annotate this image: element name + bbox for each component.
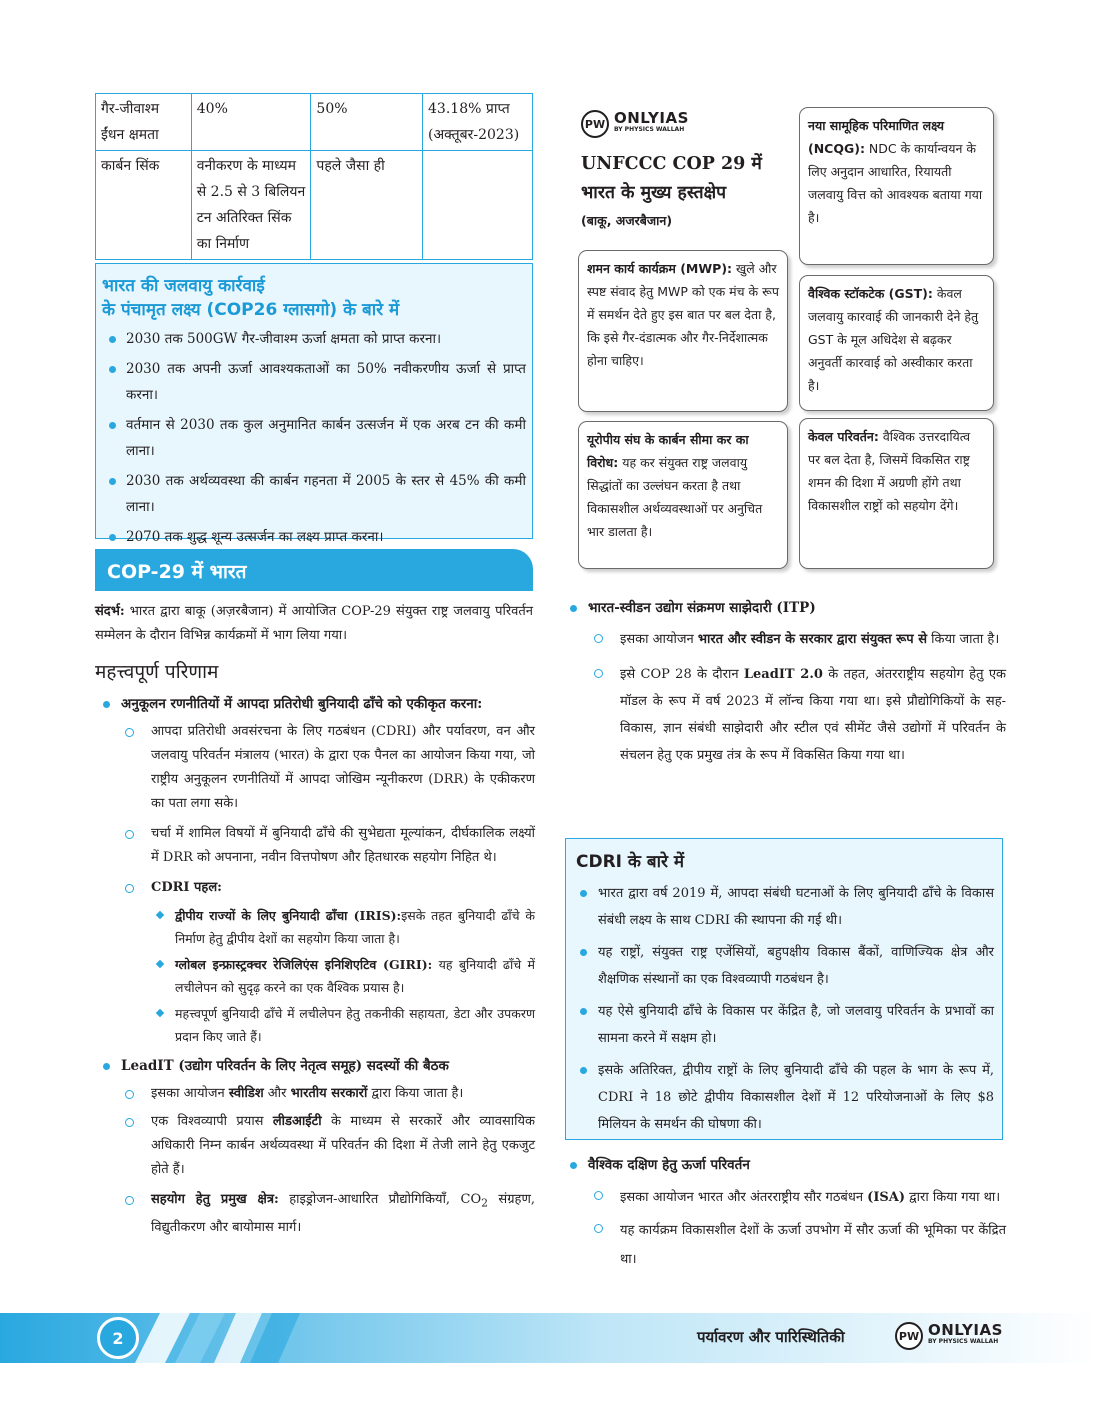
list-item-text: वर्तमान से 2030 तक कुल अनुमानित कार्बन उत्सर्जन में एक अरब टन की कमी लाना। xyxy=(126,417,526,459)
footer xyxy=(0,1313,1099,1363)
table-row xyxy=(96,151,533,260)
text-part: के माध्यम से सरकारें और व्यावसायिक अधिकारी निम्न कार्बन अर्थव्यवस्था में परिवर्तन की दिशा में तेजी लाने हेतु एकजुट होते हैं। xyxy=(151,1114,535,1177)
text-part: एक विश्वव्यापी प्रयास xyxy=(151,1114,273,1129)
infographic-title-line1: UNFCCC COP 29 में xyxy=(581,154,762,174)
list-item-text: इसके अतिरिक्त, द्वीपीय राष्ट्रों के लिए बुनियादी ढाँचे की पहल के भाग के रूप में, CDRI ने 18 छोटे द्वीपीय विकासशील देशों में 12 परियोजनाओं के लिए $8 मिलियन के समर्थन की घोषणा की। xyxy=(598,1063,994,1132)
mwp-label: शमन कार्य कार्यक्रम (MWP): xyxy=(587,261,733,276)
gst-text: केवल जलवायु कारवाई की जानकारी देने हेतु GST के मूल अधिदेश से बढ़कर अनुवर्ती कारवाई को अस्वीकार करता है। xyxy=(808,286,979,393)
text-part: लीडआईटी xyxy=(272,1114,322,1129)
text-part: और xyxy=(263,1086,291,1101)
list-item xyxy=(151,904,535,950)
text-part: इसका आयोजन xyxy=(620,632,698,647)
pw-logo-icon: PW xyxy=(895,1322,923,1350)
list-item xyxy=(151,953,535,999)
table-row xyxy=(96,94,533,151)
goals-title-line1: भारत की जलवायु कार्रवाई xyxy=(102,276,265,296)
table-cell: गैर-जीवाश्म ईंधन क्षमता xyxy=(96,94,192,151)
list-item xyxy=(117,1188,535,1240)
goals-title xyxy=(102,274,526,322)
list-item xyxy=(102,326,526,352)
logo-subtext: BY PHYSICS WALLAH xyxy=(928,1338,999,1345)
section-banner: COP-29 में भारत xyxy=(95,549,533,591)
panchamrit-goals-box xyxy=(95,263,533,545)
list-item xyxy=(586,661,1006,769)
eu-cbam-card xyxy=(578,421,788,569)
outcomes-heading: महत्त्वपूर्ण परिणाम xyxy=(95,661,219,683)
list-item-text: LeadIT (उद्योग परिवर्तन के लिए नेतृत्व समूह) सदस्यों की बैठक xyxy=(121,1058,449,1074)
global-south-section xyxy=(562,1153,1006,1274)
infographic-header xyxy=(581,110,791,250)
text-part: हाइड्रोजन-आधारित प्रौद्योगिकियाँ, CO xyxy=(278,1192,482,1207)
list-item-text: महत्त्वपूर्ण बुनियादी ढाँचे में लचीलेपन हेतु तकनीकी सहायता, डेटा और उपकरण प्रदान किए जाते हैं। xyxy=(175,1006,535,1044)
goals-list xyxy=(102,326,526,550)
just-transition-card xyxy=(799,418,994,569)
text-part: द्वारा किया जाता है। xyxy=(367,1086,464,1101)
iris-text: इसके तहत बुनियादी ढाँचे के निर्माण हेतु द्वीपीय देशों का सहयोग किया जाता है। xyxy=(175,908,535,946)
list-item xyxy=(102,412,526,464)
gst-card xyxy=(799,275,994,411)
list-item-text: यह राष्ट्रों, संयुक्त राष्ट्र एजेंसियों, बहुपक्षीय विकास बैंकों, वाणिज्यिक क्षेत्र और शैक्षणिक संस्थानों का एक विश्वव्यापी गठबंधन है। xyxy=(598,945,994,987)
list-item xyxy=(570,998,994,1052)
giri-label: ग्लोबल इन्फ्रास्ट्रक्चर रेजिलिएंस इनिशिएटिव (GIRI): xyxy=(175,957,433,972)
targets-table xyxy=(95,93,533,260)
list-item-text: अनुकूलन रणनीतियों में आपदा प्रतिरोधी बुनियादी ढाँचे को एकीकृत करना: xyxy=(121,696,483,712)
list-item xyxy=(570,1057,994,1138)
infographic-title xyxy=(581,150,791,208)
pw-logo-icon: PW xyxy=(581,110,609,138)
list-item-text: चर्चा में शामिल विषयों में बुनियादी ढाँचे की सुभेद्यता मूल्यांकन, दीर्घकालिक लक्ष्यों में DRR को अपनाना, नवीन वित्तपोषण और हितधारक सहयोग निहित थे। xyxy=(151,826,535,865)
eu-label: यूरोपीय संघ के कार्बन सीमा कर का विरोध: xyxy=(587,432,749,470)
text-part: (ISA) xyxy=(867,1190,906,1205)
gst-label: वैश्विक स्टॉकटेक (GST): xyxy=(808,286,933,301)
list-item xyxy=(102,468,526,520)
itp-section xyxy=(562,596,1006,769)
list-item xyxy=(117,876,535,900)
table-cell xyxy=(423,151,533,260)
list-item-text: भारत-स्वीडन उद्योग संक्रमण साझेदारी (ITP) xyxy=(588,600,816,616)
logo-subtext: BY PHYSICS WALLAH xyxy=(614,126,685,133)
table-cell: पहले जैसा ही xyxy=(311,151,423,260)
text-part: सहयोग हेतु प्रमुख क्षेत्र: xyxy=(151,1192,279,1207)
text-part: भारत और स्वीडन के सरकार द्वारा संयुक्त रूप से xyxy=(697,632,927,647)
list-item-text: 2030 तक अपनी ऊर्जा आवश्यकताओं का 50% नवीकरणीय ऊर्जा से प्राप्त करना। xyxy=(126,361,526,403)
text-part: भारतीय सरकारों xyxy=(290,1086,368,1101)
cdri-title: CDRI के बारे में xyxy=(576,852,685,872)
footer-subject: पर्यावरण और पारिस्थितिकी xyxy=(697,1328,845,1346)
text-part: LeadIT 2.0 xyxy=(743,667,823,682)
mwp-text: खुले और स्पष्ट संवाद हेतु MWP को एक मंच के रूप में समर्थन देते हुए इस बात पर बल देता है, कि इसे गैर-दंडात्मक और गैर-निर्देशात्मक होना चाहिए। xyxy=(587,261,779,368)
infographic-title-line2: भारत के मुख्य हस्तक्षेप xyxy=(581,183,727,203)
table-cell: वनीकरण के माध्यम से 2.5 से 3 बिलियन टन अतिरिक्त सिंक का निर्माण xyxy=(191,151,311,260)
cdri-list xyxy=(570,880,994,1138)
list-item xyxy=(570,939,994,993)
list-item xyxy=(562,596,1006,620)
list-item xyxy=(102,356,526,408)
list-item xyxy=(117,1082,535,1106)
list-item xyxy=(117,822,535,870)
context-text: भारत द्वारा बाकू (अज़रबैजान) में आयोजित COP-29 संयुक्त राष्ट्र जलवायु परिवर्तन सम्मेलन के दौरान विभिन्न कार्यक्रमों में भाग लिया गया। xyxy=(95,604,533,643)
list-item-text: वैश्विक दक्षिण हेतु ऊर्जा परिवर्तन xyxy=(588,1157,750,1173)
table-cell: कार्बन सिंक xyxy=(96,151,192,260)
infographic-subtitle: (बाकू, अजरबैजान) xyxy=(581,213,673,228)
list-item-text: यह कार्यक्रम विकासशील देशों के ऊर्जा उपभोग में सौर ऊर्जा की भूमिका पर केंद्रित था। xyxy=(620,1223,1006,1267)
table-cell: 40% xyxy=(191,94,311,151)
logo xyxy=(581,110,791,138)
list-item xyxy=(95,1054,535,1078)
list-item-text: 2030 तक 500GW गैर-जीवाश्म ऊर्जा क्षमता को प्राप्त करना। xyxy=(126,331,442,347)
text-part: इसे COP 28 के दौरान xyxy=(620,667,744,682)
list-item-text: 2030 तक अर्थव्यवस्था की कार्बन गहनता में 2005 के स्तर से 45% की कमी लाना। xyxy=(126,473,526,515)
list-item xyxy=(117,1110,535,1182)
list-item xyxy=(102,524,526,550)
list-item xyxy=(151,1002,535,1048)
giri-text: यह बुनियादी ढाँचे में लचीलेपन को सुदृढ़ करने का एक वैश्विक प्रयास है। xyxy=(175,957,535,995)
text-part: 2 xyxy=(481,1196,488,1210)
list-item xyxy=(586,1183,1006,1212)
text-part: के तहत, अंतरराष्ट्रीय सहयोग हेतु एक मॉडल के रूप में वर्ष 2023 में लॉन्च किया गया था। इसे प्रौद्योगिकियों के सह-विकास, ज्ञान संबंधी साझेदारी और स्टील एवं सीमेंट जैसे उद्योगों में परिवर्तन के संचलन हेतु एक प्रमुख तंत्र के रूप में विकसित किया गया था। xyxy=(620,667,1006,763)
text-part: संग्रहण, विद्युतीकरण और बायोमास मार्ग। xyxy=(151,1192,535,1235)
list-item xyxy=(117,720,535,816)
text-part: द्वारा किया गया था। xyxy=(905,1190,1001,1205)
list-item xyxy=(586,626,1006,653)
context-paragraph xyxy=(95,600,533,648)
goals-title-line2: के पंचामृत लक्ष्य (COP26 ग्लासगो) के बारे में xyxy=(102,300,400,320)
ncqg-text: NDC के कार्यान्वयन के लिए अनुदान आधारित, रियायती जलवायु वित्त को आवश्यक बताया गया है। xyxy=(808,141,983,225)
text-part: स्वीडिश xyxy=(228,1086,264,1101)
list-item-text: 2070 तक शुद्ध शून्य उत्सर्जन का लक्ष्य प्राप्त करना। xyxy=(126,529,384,545)
eu-text: यह कर संयुक्त राष्ट्र जलवायु सिद्धांतों का उल्लंघन करता है तथा विकासशील अर्थव्यवस्थाओं पर अनुचित भार डालता है। xyxy=(587,455,763,539)
ncqg-label: नया सामूहिक परिमाणित लक्ष्य (NCQG): xyxy=(808,118,944,156)
mwp-card xyxy=(578,250,788,412)
just-text: वैश्विक उत्तरदायित्व पर बल देता है, जिसमें विकसित राष्ट्र शमन की दिशा में अग्रणी होंगे तथा विकासशील राष्ट्रों को सहयोग देंगे। xyxy=(808,429,971,513)
iris-label: द्वीपीय राज्यों के लिए बुनियादी ढाँचा (IRIS): xyxy=(175,908,402,923)
list-item-text: भारत द्वारा वर्ष 2019 में, आपदा संबंधी घटनाओं के लिए बुनियादी ढाँचे के विकास संबंधी लक्ष्य के साथ CDRI की स्थापना की गई थी। xyxy=(598,886,994,928)
table-cell: 43.18% प्राप्त (अक्तूबर-2023) xyxy=(423,94,533,151)
table-cell: 50% xyxy=(311,94,423,151)
list-item-text: CDRI पहल: xyxy=(151,880,222,895)
page-number: 2 xyxy=(97,1317,139,1359)
text-part: इसका आयोजन xyxy=(151,1086,229,1101)
list-item-text: यह ऐसे बुनियादी ढाँचे के विकास पर केंद्रित है, जो जलवायु परिवर्तन के प्रभावों का सामना करने में सक्षम हो। xyxy=(598,1004,994,1046)
ncqg-card xyxy=(799,107,994,265)
logo-text: ONLYIAS xyxy=(614,109,689,127)
footer-logo xyxy=(895,1322,1003,1350)
list-item xyxy=(586,1216,1006,1274)
cdri-box xyxy=(565,838,1003,1140)
list-item-text: आपदा प्रतिरोधी अवसंरचना के लिए गठबंधन (CDRI) और पर्यावरण, वन और जलवायु परिवर्तन मंत्रालय (भारत) के द्वारा एक पैनल का आयोजन किया गया, जो राष्ट्रीय अनुकूलन रणनीतियों में आपदा जोखिम न्यूनीकरण (DRR) के एकीकरण का पता लगा सके। xyxy=(151,724,535,811)
list-item xyxy=(570,880,994,934)
context-label: संदर्भ: xyxy=(95,604,125,619)
logo-text: ONLYIAS xyxy=(928,1321,1003,1339)
list-item xyxy=(562,1153,1006,1177)
outcomes-list xyxy=(95,692,535,1240)
list-item xyxy=(95,692,535,716)
text-part: इसका आयोजन भारत और अंतरराष्ट्रीय सौर गठबंधन xyxy=(620,1190,868,1205)
text-part: किया जाता है। xyxy=(926,632,1000,647)
just-label: केवल परिवर्तन: xyxy=(808,429,879,444)
